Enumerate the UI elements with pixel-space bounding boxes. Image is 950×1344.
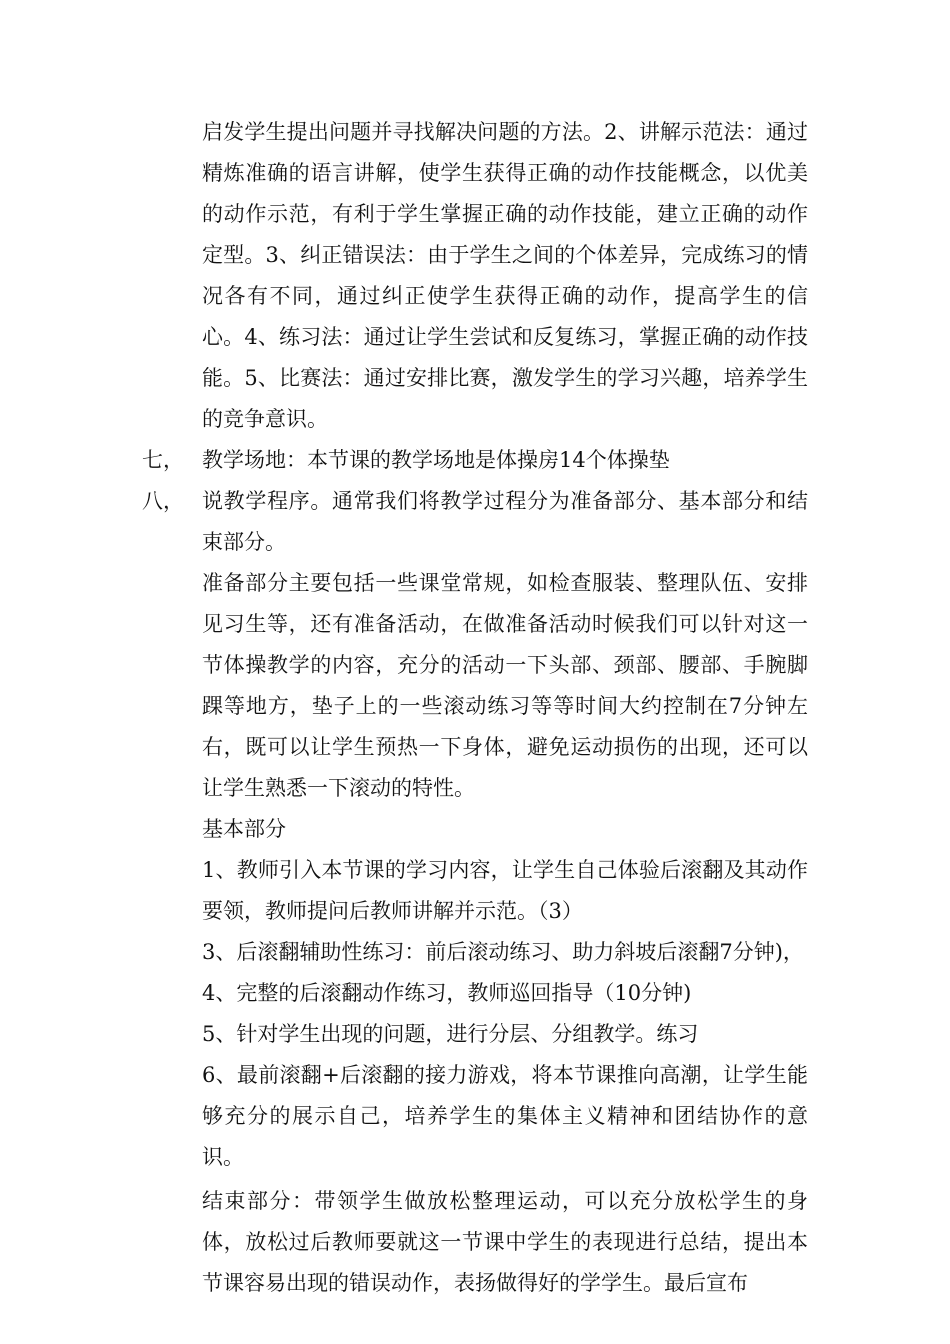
paragraph-methods-continued: 启发学生提出问题并寻找解决问题的方法。2、讲解示范法：通过精炼准确的语言讲解，使学生获得正确的动作技能概念，以优美的动作示范，有利于学生掌握正确的动作技能，建立正确的动作定型。3、纠正错误法：由于学生之间的个体差异，完成练习的情况各有不同，通过纠正使学生获得正确的动作，提高学生的信心。4、练习法：通过让学生尝试和反复练习，掌握正确的动作技能。5、比赛法：通过安排比赛，激发学生的学习兴趣，培养学生的竞争意识。: [202, 120, 808, 431]
paragraph-basic-3: 3、后滚翻辅助性练习：前后滚动练习、助力斜坡后滚翻7分钟)，: [202, 940, 804, 964]
paragraph-basic-1: 1、教师引入本节课的学习内容，让学生自己体验后滚翻及其动作要领，教师提问后教师讲解并示范。（3）: [202, 858, 808, 923]
section-7-marker: 七，: [142, 448, 184, 472]
paragraph-basic-6: 6、最前滚翻+后滚翻的接力游戏，将本节课推向高潮，让学生能够充分的展示自己，培养学生的集体主义精神和团结协作的意识。: [202, 1063, 808, 1169]
section-8-item: [142, 481, 808, 563]
section-7-item: [142, 440, 808, 481]
section-8-marker: 八，: [142, 489, 184, 513]
paragraph-basic-heading: 基本部分: [202, 817, 286, 841]
document-body: [142, 112, 808, 1304]
section-8-text: 说教学程序。通常我们将教学过程分为准备部分、基本部分和结束部分。: [202, 489, 808, 554]
paragraph-basic-4: 4、完整的后滚翻动作练习，教师巡回指导（10分钟): [202, 981, 692, 1005]
paragraph-end-part: 结束部分：带领学生做放松整理运动，可以充分放松学生的身体，放松过后教师要就这一节课中学生的表现进行总结，提出本节课容易出现的错误动作，表扬做得好的学学生。最后宣布: [202, 1189, 808, 1295]
paragraph-basic-5: 5、针对学生出现的问题，进行分层、分组教学。练习: [202, 1022, 699, 1046]
section-7-text: 教学场地：本节课的教学场地是体操房14个体操垫: [202, 448, 670, 472]
paragraph-prep-part: 准备部分主要包括一些课堂常规，如检查服装、整理队伍、安排见习生等，还有准备活动，在做准备活动时候我们可以针对这一节体操教学的内容，充分的活动一下头部、颈部、腰部、手腕脚踝等地方，垫子上的一些滚动练习等等时间大约控制在7分钟左右，既可以让学生预热一下身体，避免运动损伤的出现，还可以让学生熟悉一下滚动的特性。: [202, 571, 808, 800]
